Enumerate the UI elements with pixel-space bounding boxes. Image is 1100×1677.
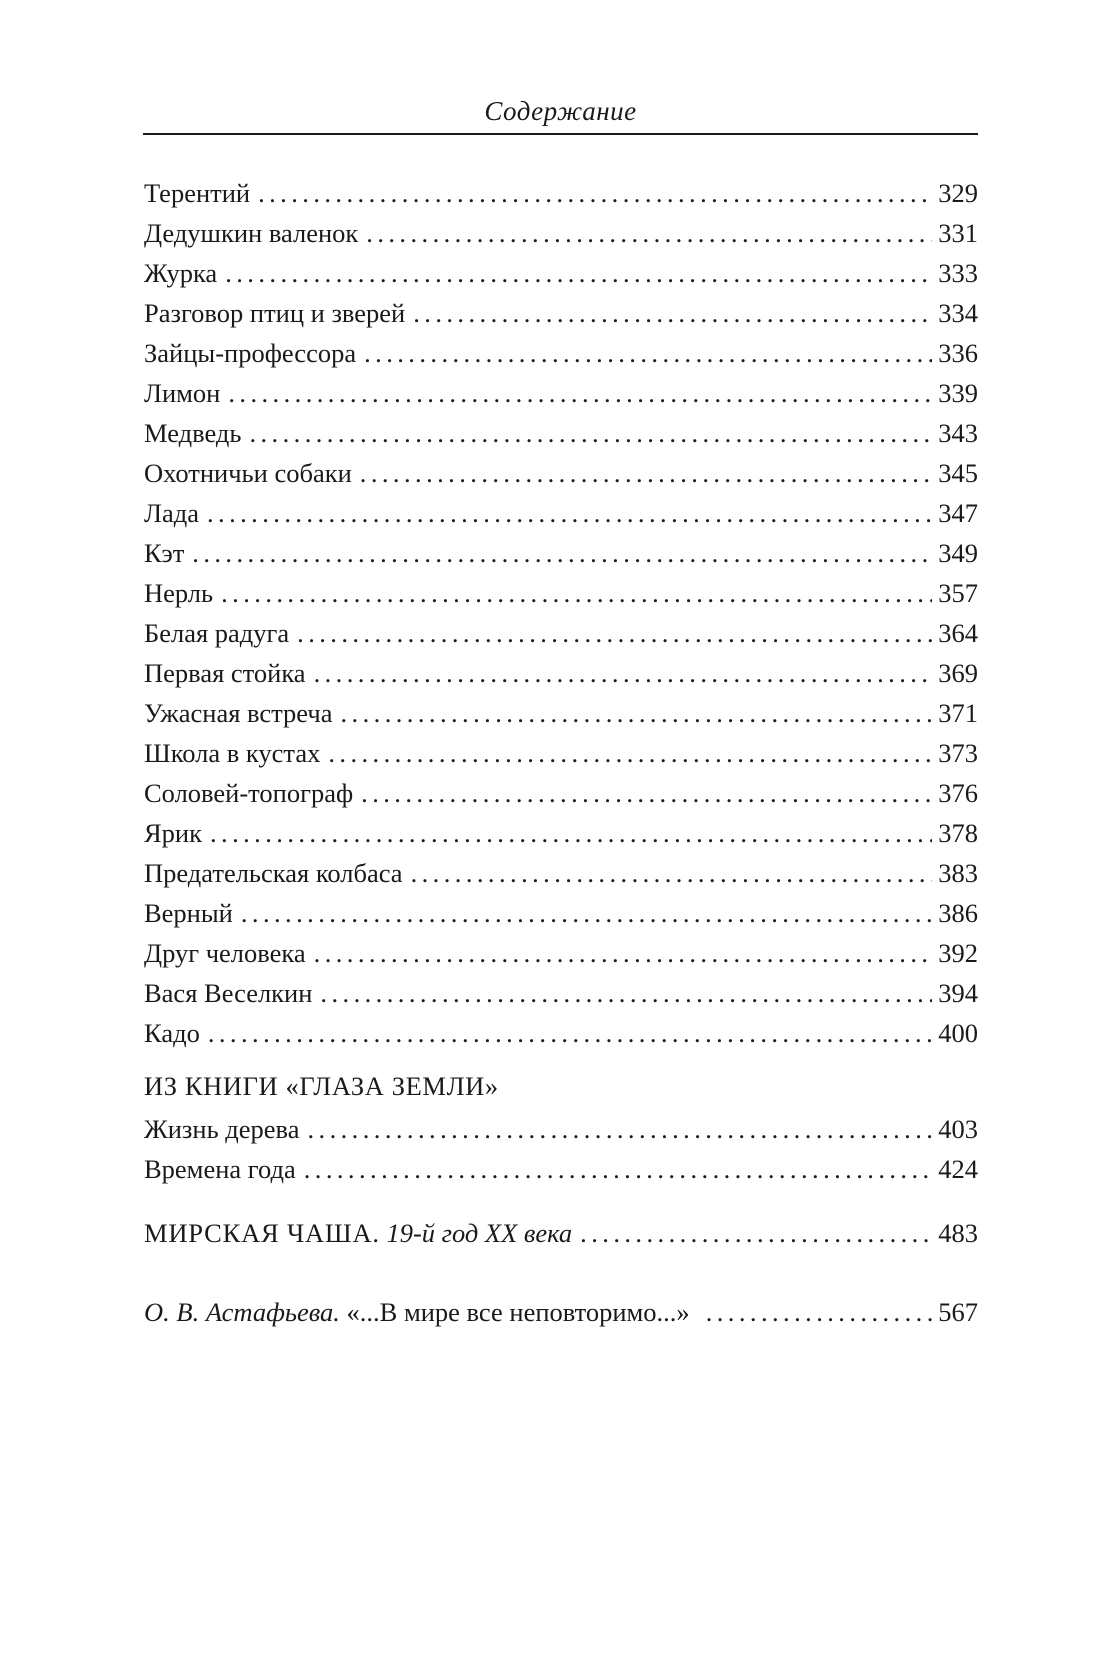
dot-leader: [413, 294, 932, 332]
dot-leader: [249, 414, 932, 452]
toc-entry: [144, 694, 978, 732]
toc-entry-page: 369: [938, 658, 978, 688]
toc-entry-title: Соловей-топограф: [144, 778, 354, 808]
toc-entry: [144, 614, 978, 652]
toc-entry: [144, 894, 978, 932]
dot-leader: [228, 374, 932, 412]
toc-entry-title: Терентий: [144, 178, 251, 208]
toc-entry: [144, 374, 978, 412]
toc-entry-page: 333: [938, 258, 978, 288]
dot-leader: [328, 734, 932, 772]
toc-entry-title: Кадо: [144, 1018, 200, 1048]
dot-leader: [361, 774, 932, 812]
running-head: Содержание: [484, 96, 637, 126]
toc-entry-title: Дедушкин валенок: [144, 218, 359, 248]
toc-entry-page: 483: [938, 1218, 978, 1248]
toc-entry-title: Нерль: [144, 578, 214, 608]
toc-entry: [144, 254, 978, 292]
toc-entry-page: 343: [938, 418, 978, 448]
toc-entry-page: 345: [938, 458, 978, 488]
toc-entry-title: Журка: [144, 258, 218, 288]
toc-entry-page: 376: [938, 778, 978, 808]
dot-leader: [580, 1214, 932, 1252]
toc-entry-title: Ужасная встреча: [144, 698, 333, 728]
toc-entry-page: 400: [938, 1018, 978, 1048]
toc-entry: [144, 1150, 978, 1188]
toc-entry-title: Медведь: [144, 418, 242, 448]
toc-entry: [144, 534, 978, 572]
toc-entry-title: Школа в кустах: [144, 738, 321, 768]
toc-entry-page: 364: [938, 618, 978, 648]
toc-entry-title: Жизнь дерева: [144, 1114, 300, 1144]
dot-leader: [192, 534, 932, 572]
dot-leader: [364, 334, 932, 372]
toc-entry-title: Вася Веселкин: [144, 978, 313, 1008]
toc-entry-page: 373: [938, 738, 978, 768]
toc-entry: [144, 734, 978, 772]
toc-entry-title: Времена года: [144, 1154, 296, 1184]
toc-entry: [144, 774, 978, 812]
dot-leader: [208, 1014, 932, 1052]
title-caps: МИРСКАЯ ЧАША.: [144, 1218, 380, 1248]
toc-entry-page: 331: [938, 218, 978, 248]
toc-entry-page: 371: [938, 698, 978, 728]
toc-entry-page: 394: [938, 978, 978, 1008]
toc-entry-page: 357: [938, 578, 978, 608]
toc-entry-page: 339: [938, 378, 978, 408]
toc-entry-title: Охотничьи собаки: [144, 458, 352, 488]
toc-entry-page: 392: [938, 938, 978, 968]
toc-entry-afterword: [144, 1293, 978, 1331]
dot-leader: [411, 854, 933, 892]
toc-entry-mirskaya: [144, 1214, 978, 1252]
dot-leader: [366, 214, 932, 252]
toc-entry-page: 567: [938, 1297, 978, 1327]
toc-entry-title: Друг человека: [144, 938, 306, 968]
toc-entry: [144, 414, 978, 452]
toc-entry-page: 403: [938, 1114, 978, 1144]
toc-entry: [144, 334, 978, 372]
toc-entry: [144, 214, 978, 252]
toc-entry: [144, 454, 978, 492]
toc-entry-title: [144, 1214, 572, 1252]
toc-entry-page: 378: [938, 818, 978, 848]
dot-leader: [258, 174, 932, 212]
dot-leader: [314, 934, 933, 972]
toc-entry-title: Разговор птиц и зверей: [144, 298, 406, 328]
toc-entry-page: 349: [938, 538, 978, 568]
toc-entry: [144, 654, 978, 692]
toc-entry-title: Зайцы-профессора: [144, 338, 357, 368]
afterword-author: О. В. Астафьева.: [144, 1297, 340, 1327]
toc-entry: [144, 174, 978, 212]
toc-entry-title: Белая радуга: [144, 618, 290, 648]
toc-entry-page: 383: [938, 858, 978, 888]
dot-leader: [304, 1150, 933, 1188]
toc-entry-page: 334: [938, 298, 978, 328]
toc-entry-title: Лимон: [144, 378, 221, 408]
toc-entry-title: Первая стойка: [144, 658, 306, 688]
dot-leader: [210, 814, 932, 852]
section-heading: ИЗ КНИГИ «ГЛАЗА ЗЕМЛИ»: [144, 1071, 499, 1101]
toc-entry-title: Кэт: [144, 538, 185, 568]
title-italic: 19-й год XX века: [386, 1218, 573, 1248]
toc-entry-page: 347: [938, 498, 978, 528]
toc-entry-page: 424: [938, 1154, 978, 1184]
header-rule: [143, 133, 978, 135]
toc-entry-title: Лада: [144, 498, 199, 528]
toc-entry-title: Верный: [144, 898, 233, 928]
toc-entry: [144, 1014, 978, 1052]
dot-leader: [297, 614, 932, 652]
dot-leader: [706, 1293, 933, 1331]
toc-entry-page: 386: [938, 898, 978, 928]
dot-leader: [207, 494, 932, 532]
toc-entry-title: Ярик: [144, 818, 202, 848]
dot-leader: [225, 254, 932, 292]
toc-entry-title: [144, 1293, 690, 1331]
toc-entry: [144, 494, 978, 532]
dot-leader: [320, 974, 932, 1012]
dot-leader: [307, 1110, 932, 1148]
toc-entry: [144, 974, 978, 1012]
toc-entry: [144, 294, 978, 332]
afterword-title: «...В мире все неповторимо...»: [346, 1297, 690, 1327]
toc-entry-page: 336: [938, 338, 978, 368]
dot-leader: [241, 894, 932, 932]
dot-leader: [221, 574, 932, 612]
dot-leader: [341, 694, 933, 732]
toc-entry-page: 329: [938, 178, 978, 208]
toc-entry: [144, 854, 978, 892]
toc-entry: [144, 1110, 978, 1148]
toc-entry: [144, 814, 978, 852]
toc-entry: [144, 934, 978, 972]
dot-leader: [314, 654, 933, 692]
dot-leader: [360, 454, 932, 492]
toc-entry-title: Предательская колбаса: [144, 858, 403, 888]
toc-entry: [144, 574, 978, 612]
